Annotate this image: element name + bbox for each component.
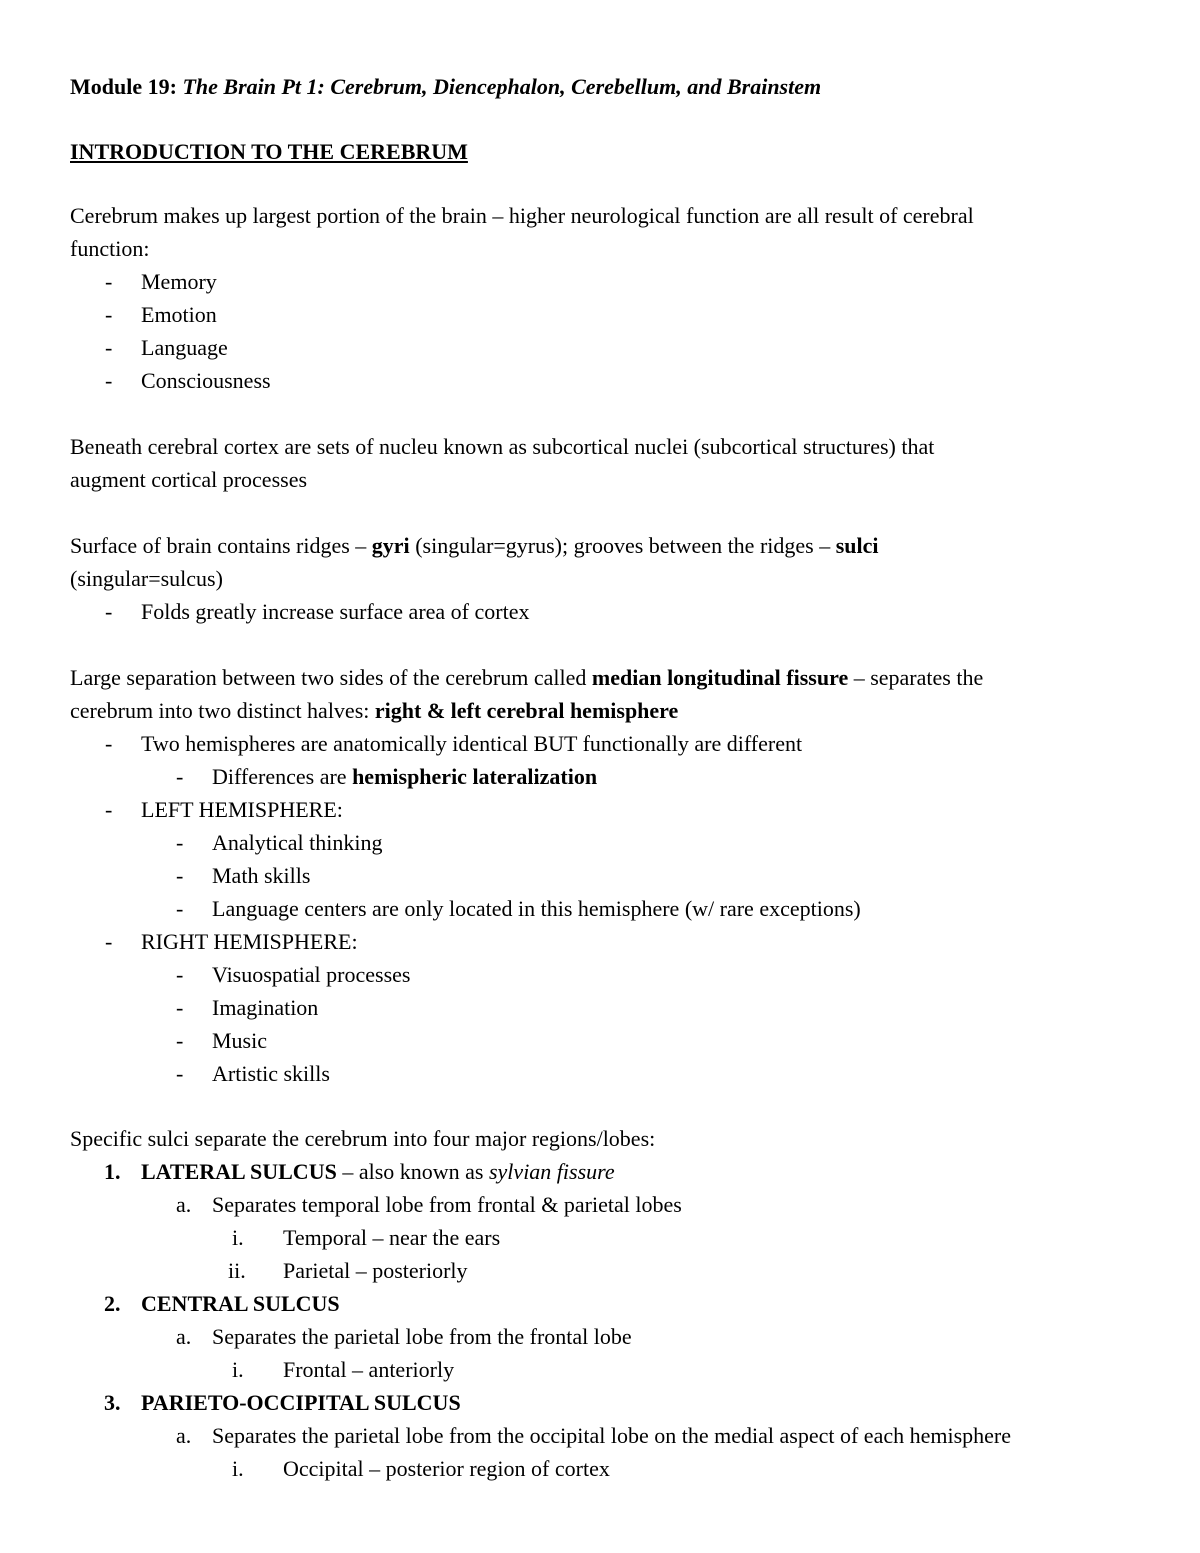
bullet-dash: - — [176, 995, 184, 1020]
bullet-dash: - — [176, 1061, 184, 1086]
list-item: Memory — [141, 269, 217, 294]
list-item: Separates temporal lobe from frontal & parietal lobes — [212, 1192, 682, 1217]
section-title: INTRODUCTION TO THE CEREBRUM — [70, 139, 468, 164]
list-item: Music — [212, 1028, 267, 1053]
list-item: Two hemispheres are anatomically identical BUT functionally are different — [141, 731, 803, 756]
paragraph-line: cerebrum into two distinct halves: right & left cerebral hemisphere — [70, 698, 679, 723]
bullet-dash: - — [176, 863, 184, 888]
list-item: Frontal – anteriorly — [283, 1357, 455, 1382]
list-roman: i. — [232, 1225, 244, 1250]
list-item: Separates the parietal lobe from the frontal lobe — [212, 1324, 632, 1349]
list-item: Analytical thinking — [212, 830, 383, 855]
term-parieto-occipital-sulcus: PARIETO-OCCIPITAL SULCUS — [141, 1390, 461, 1415]
list-item: Language — [141, 335, 228, 360]
list-item: Math skills — [212, 863, 311, 888]
bullet-dash: - — [176, 830, 184, 855]
bullet-dash: - — [176, 764, 184, 789]
list-roman: i. — [232, 1357, 244, 1382]
list-item: LEFT HEMISPHERE: — [141, 797, 343, 822]
list-roman: i. — [232, 1456, 244, 1481]
list-item: Imagination — [212, 995, 319, 1020]
paragraph-line: Surface of brain contains ridges – gyri (singular=gyrus); grooves between the ridges – sulci — [70, 533, 879, 558]
paragraph-line: Cerebrum makes up largest portion of the brain – higher neurological function are all result of cerebral — [70, 203, 974, 228]
bullet-dash: - — [105, 269, 113, 294]
term-lateral-sulcus: LATERAL SULCUS — [141, 1159, 337, 1184]
term-median-longitudinal-fissure: median longitudinal fissure — [591, 665, 849, 690]
list-number: 1. — [104, 1159, 121, 1184]
list-item: RIGHT HEMISPHERE: — [141, 929, 358, 954]
bullet-dash: - — [105, 302, 113, 327]
paragraph-line: augment cortical processes — [70, 467, 308, 492]
term-gyri: gyri — [371, 533, 410, 558]
list-item: Separates the parietal lobe from the occipital lobe on the medial aspect of each hemisphere — [212, 1423, 1012, 1448]
module-title: The Brain Pt 1: Cerebrum, Diencephalon, Cerebellum, and Brainstem — [182, 74, 822, 99]
paragraph-line: Large separation between two sides of the cerebrum called median longitudinal fissure – separates the — [70, 665, 984, 690]
bullet-dash: - — [176, 1028, 184, 1053]
list-letter: a. — [176, 1324, 192, 1349]
list-item: Parietal – posteriorly — [283, 1258, 468, 1283]
list-item: Visuospatial processes — [212, 962, 411, 987]
bullet-dash: - — [105, 797, 113, 822]
term-cerebral-hemisphere: right & left cerebral hemisphere — [374, 698, 679, 723]
list-item: Language centers are only located in this hemisphere (w/ rare exceptions) — [212, 896, 861, 921]
bullet-dash: - — [105, 599, 113, 624]
list-item: Folds greatly increase surface area of cortex — [141, 599, 530, 624]
bullet-dash: - — [105, 335, 113, 360]
list-item: Consciousness — [141, 368, 271, 393]
paragraph-line: Beneath cerebral cortex are sets of nucleu known as subcortical nuclei (subcortical structures) that — [70, 434, 935, 459]
list-item: Temporal – near the ears — [283, 1225, 501, 1250]
module-heading — [70, 72, 821, 102]
list-letter: a. — [176, 1423, 192, 1448]
list-roman: ii. — [228, 1258, 246, 1283]
bullet-dash: - — [176, 962, 184, 987]
bullet-dash: - — [105, 731, 113, 756]
list-number: 3. — [104, 1390, 121, 1415]
term-hemispheric-lateralization: hemispheric lateralization — [352, 764, 598, 789]
module-number: Module 19: — [70, 74, 177, 99]
list-item: Emotion — [141, 302, 217, 327]
list-number: 2. — [104, 1291, 121, 1316]
paragraph-line: function: — [70, 236, 150, 261]
list-item: LATERAL SULCUS – also known as sylvian fissure — [141, 1159, 615, 1184]
paragraph-line: Specific sulci separate the cerebrum into four major regions/lobes: — [70, 1126, 656, 1151]
list-item: Occipital – posterior region of cortex — [283, 1456, 610, 1481]
paragraph-line: (singular=sulcus) — [70, 566, 223, 591]
list-letter: a. — [176, 1192, 192, 1217]
list-item: Differences are hemispheric lateralization — [212, 764, 598, 789]
list-item: Artistic skills — [212, 1061, 330, 1086]
term-central-sulcus: CENTRAL SULCUS — [141, 1291, 340, 1316]
bullet-dash: - — [105, 929, 113, 954]
bullet-dash: - — [105, 368, 113, 393]
bullet-dash: - — [176, 896, 184, 921]
term-sulci: sulci — [835, 533, 879, 558]
